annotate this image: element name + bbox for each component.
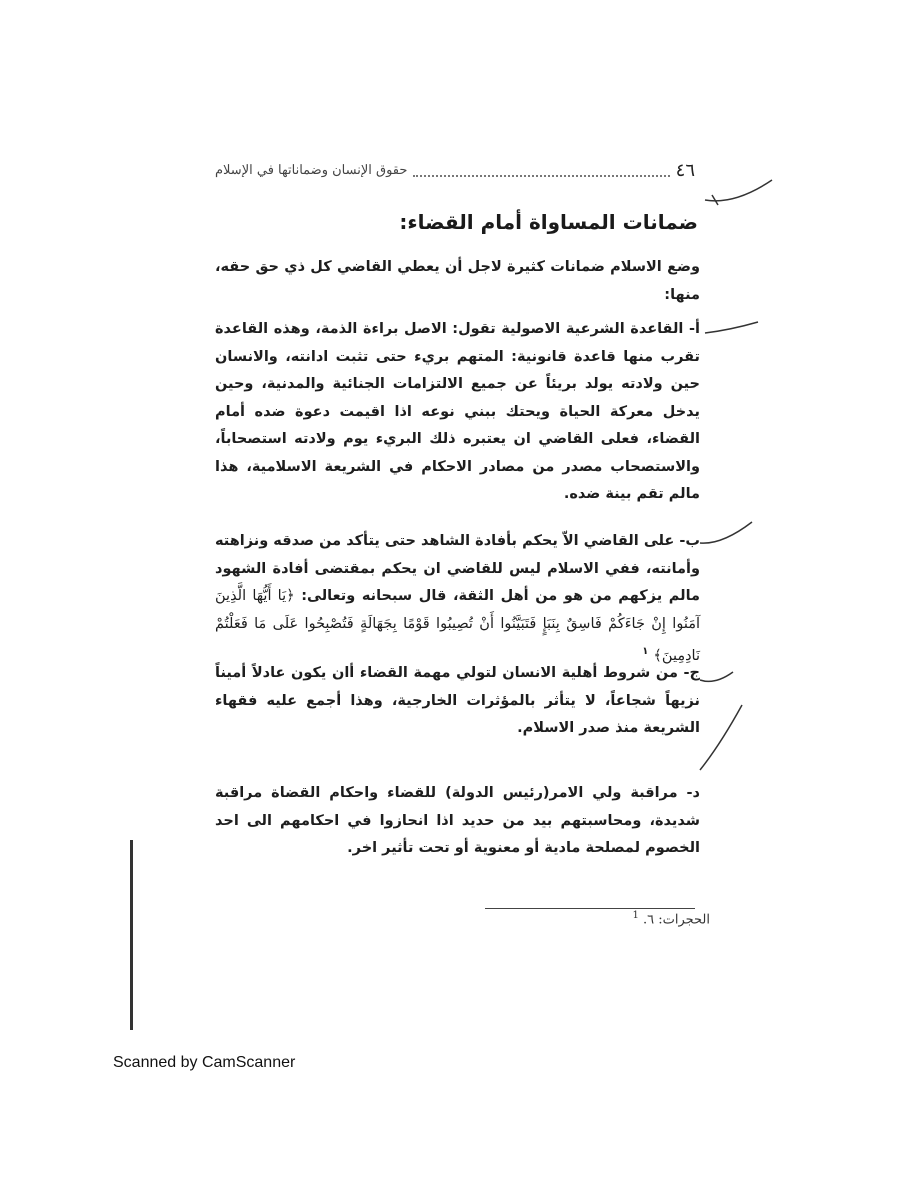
section-heading: ضمانات المساواة أمام القضاء: (399, 210, 698, 234)
footnote-text: الحجرات: ٦. (642, 912, 710, 928)
page-number: ٤٦ (675, 159, 695, 181)
footnote-number: 1 (632, 910, 639, 921)
paragraph-b-text: ب- على القاضي الاّ يحكم بأفادة الشاهد حتى يتأكد من صدقه ونزاهته وأمانته، ففي الاسلام ليس للقاضي ان يحكم بمقتضى أفادة الشهود مالم يزكهم من هو من أهل الثقة، قال سبحانه وتعالى: (215, 533, 700, 604)
check-mark-heading (705, 180, 772, 201)
check-mark-heading-tick (712, 195, 718, 205)
paragraph-d: د- مراقبة ولي الامر(رئيس الدولة) للقضاء واحكام القضاة مراقبة شديدة، ومحاسبتهم بيد من حديد اذا انحازوا في احكامهم الى احد الخصوم لمصلحة مادية أو معنوية أو تحت تأثير اخر. (215, 785, 700, 856)
paragraph-intro: وضع الاسلام ضمانات كثيرة لاجل أن يعطي القاضي كل ذي حق حقه، منها: (215, 259, 700, 303)
paragraph-a: أ- القاعدة الشرعية الاصولية تقول: الاصل براءة الذمة، وهذه القاعدة تقرب منها قاعدة قانونية: المتهم بريء حتى تثبت ادانته، والانسان حين ولادته يولد بريئاً عن جميع الالتزامات الجنائية والمدنية، وحين يدخل معركة الحياة ويحتك ببني نوعه اذا اقيمت دعوة ضده أمام القضاء، فعلى القاضي ان يعتبره ذلك البريء يوم ولادته استصحاباً، والاستصحاب مصدر من مصادر الاحكام في الشريعة الاسلامية، هذا مالم تقم بينة ضده. (215, 321, 700, 502)
paragraph-c: ج- من شروط أهلية الانسان لتولي مهمة القضاء أان يكون عادلاً أميناً نزيهاً شجاعاً، لا يتأثر بالمؤثرات الخارجية، وهذا أجمع عليه فقهاء الشريعة منذ صدر الاسلام. (215, 665, 700, 736)
footnote-ref: ١ (642, 646, 649, 657)
scanner-watermark: Scanned by CamScanner (113, 1054, 296, 1071)
check-mark-c2 (700, 705, 742, 770)
check-mark-a (705, 322, 758, 333)
quran-verse: ﴿يَا أَيُّهَا الَّذِينَ آمَنُوا إِنْ جَاءَكُمْ فَاسِقٌ بِنَبَإٍ فَتَبَيَّنُوا أَنْ تُصِيبُوا قَوْمًا بِجَهَالَةٍ فَتُصْبِحُوا عَلَى مَا فَعَلْتُمْ نَادِمِينَ﴾ (215, 588, 700, 664)
running-title: حقوق الإنسان وضماناتها في الإسلام (215, 162, 408, 178)
check-mark-b (700, 522, 752, 543)
check-mark-c (700, 672, 733, 681)
